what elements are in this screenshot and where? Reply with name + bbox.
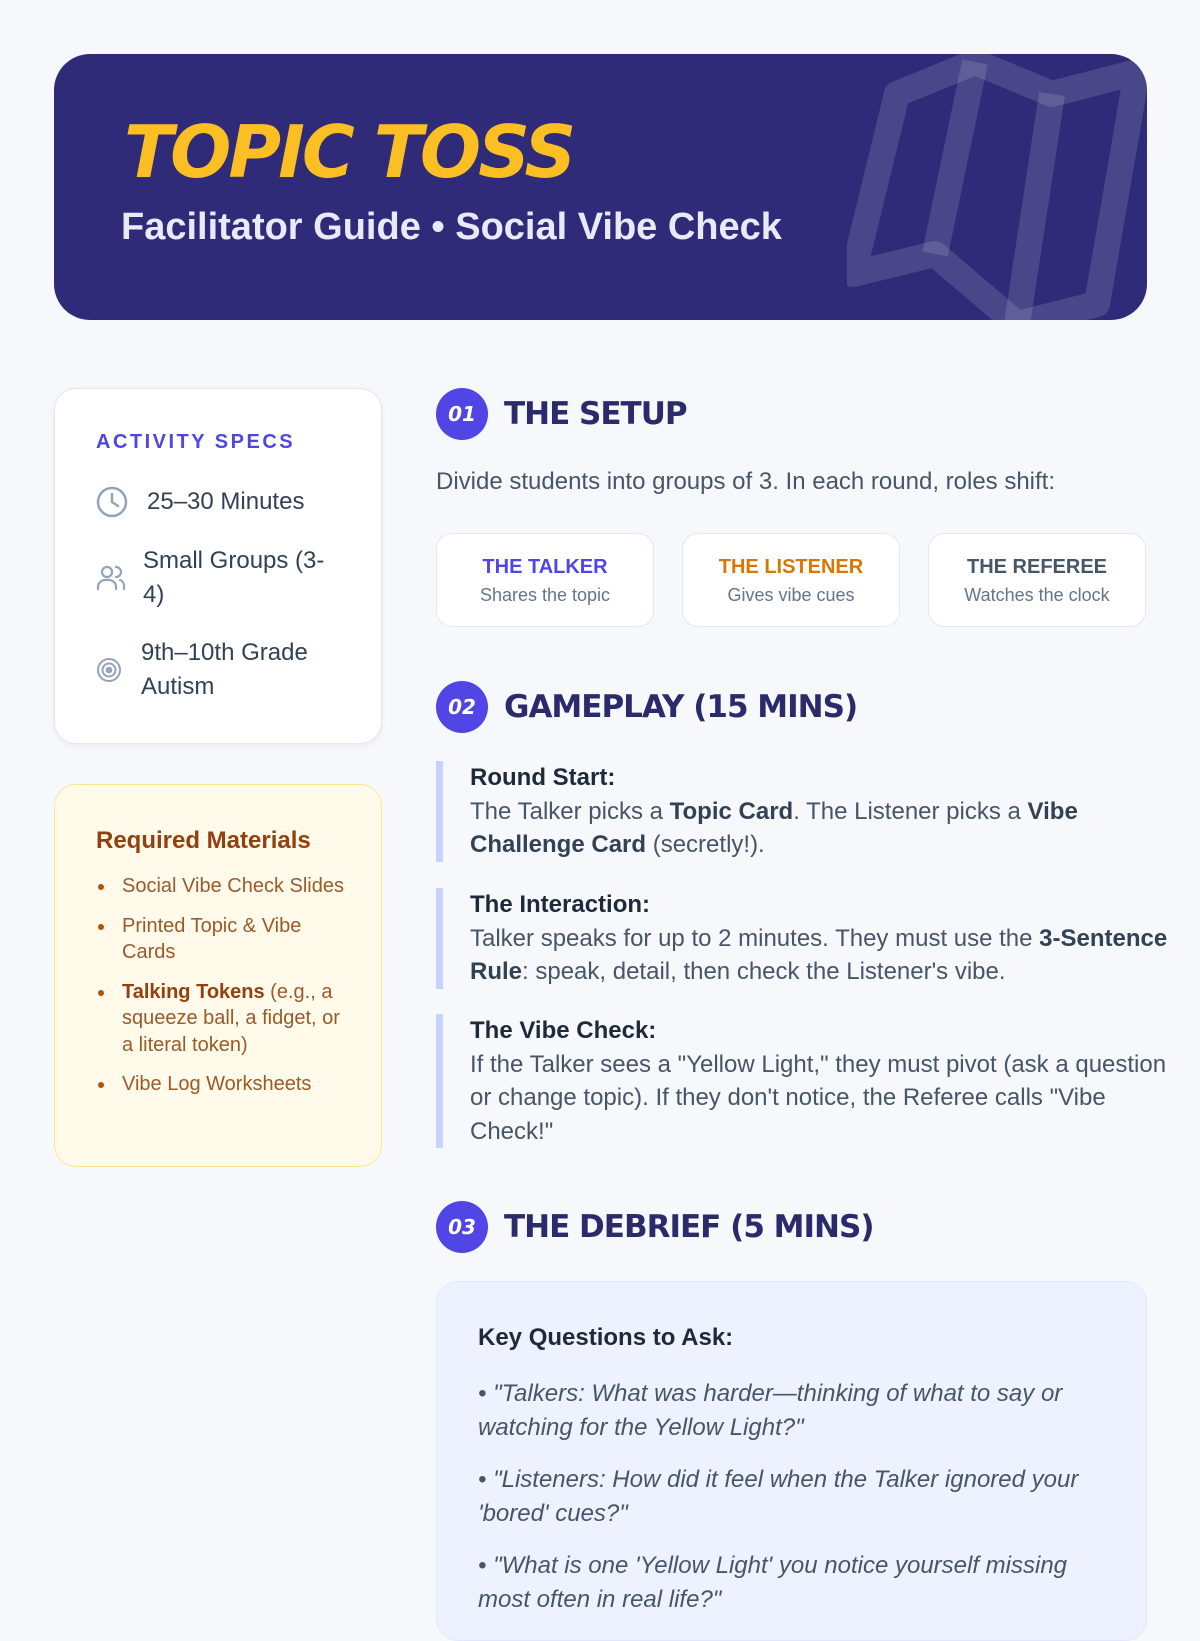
header-banner: [54, 54, 1147, 320]
section-title: THE SETUP: [504, 396, 687, 432]
spec-audience: [95, 636, 345, 704]
step-round-start: [436, 761, 1170, 862]
role-name: THE LISTENER: [718, 556, 864, 578]
section-debrief-heading: [436, 1201, 874, 1253]
role-card-listener: [682, 533, 900, 627]
debrief-questions-box: [436, 1281, 1147, 1641]
debrief-question: • "Listeners: How did it feel when the Talker ignored your 'bored' cues?": [478, 1466, 1079, 1527]
role-description: Watches the clock: [964, 585, 1110, 605]
debrief-question: • "What is one 'Yellow Light' you notice yourself missing most often in real life?": [478, 1552, 1068, 1613]
list-item: Printed Topic & Vibe Cards: [96, 913, 346, 966]
page-title: TOPIC TOSS: [124, 110, 574, 194]
step-body: If the Talker sees a "Yellow Light," they must pivot (ask a question or change topic). If they don't notice, the Referee calls "Vibe Check!": [470, 1050, 1167, 1145]
step-body: The Talker picks a Topic Card. The Listener picks a Vibe Challenge Card (secretly!).: [470, 797, 1078, 858]
spec-text: Small Groups (3-4): [143, 547, 325, 608]
clock-icon: [95, 485, 129, 519]
debrief-question: • "Talkers: What was harder—thinking of what to say or watching for the Yellow Light?": [478, 1380, 1063, 1441]
role-description: Shares the topic: [479, 585, 611, 605]
setup-intro: Divide students into groups of 3. In each round, roles shift:: [436, 468, 1056, 495]
material-bold: Talking Tokens: [122, 980, 265, 1003]
list-item: Social Vibe Check Slides: [96, 873, 346, 900]
specs-title: ACTIVITY SPECS: [96, 431, 296, 453]
list-item: Talking Tokens (e.g., a squeeze ball, a fidget, or a literal token): [96, 979, 346, 1059]
materials-list: [96, 873, 346, 1111]
users-icon: [95, 562, 127, 594]
page-subtitle: Facilitator Guide • Social Vibe Check: [121, 206, 782, 248]
role-name: THE TALKER: [482, 556, 608, 578]
spec-text: 25–30 Minutes: [147, 488, 305, 515]
step-title: The Vibe Check:: [470, 1017, 657, 1044]
step-title: Round Start:: [470, 764, 616, 791]
section-title: GAMEPLAY (15 MINS): [504, 689, 858, 725]
step-body: Talker speaks for up to 2 minutes. They must use the 3-Sentence Rule: speak, detail, then check the Listener's vibe.: [470, 924, 1168, 985]
activity-specs-card: [54, 388, 382, 744]
section-title: THE DEBRIEF (5 MINS): [504, 1209, 874, 1245]
step-vibe-check: [436, 1014, 1170, 1148]
step-interaction: [436, 888, 1170, 989]
materials-title: Required Materials: [96, 827, 311, 854]
required-materials-card: [54, 784, 382, 1167]
spec-duration: [95, 485, 304, 519]
step-title: The Interaction:: [470, 891, 651, 918]
spec-text: 9th–10th Grade Autism: [141, 639, 308, 700]
role-card-talker: [436, 533, 654, 627]
target-icon: [95, 656, 123, 684]
map-icon: [847, 54, 1147, 320]
debrief-box-title: Key Questions to Ask:: [478, 1324, 734, 1351]
role-name: THE REFEREE: [966, 556, 1108, 578]
list-item: Vibe Log Worksheets: [96, 1071, 346, 1098]
spec-group-size: [95, 544, 345, 612]
role-card-referee: [928, 533, 1146, 627]
section-number-badge: 03: [436, 1201, 488, 1253]
section-number-badge: 01: [436, 388, 488, 440]
role-description: Gives vibe cues: [727, 585, 855, 605]
section-setup-heading: [436, 388, 687, 440]
section-number-badge: 02: [436, 681, 488, 733]
section-gameplay-heading: [436, 681, 857, 733]
